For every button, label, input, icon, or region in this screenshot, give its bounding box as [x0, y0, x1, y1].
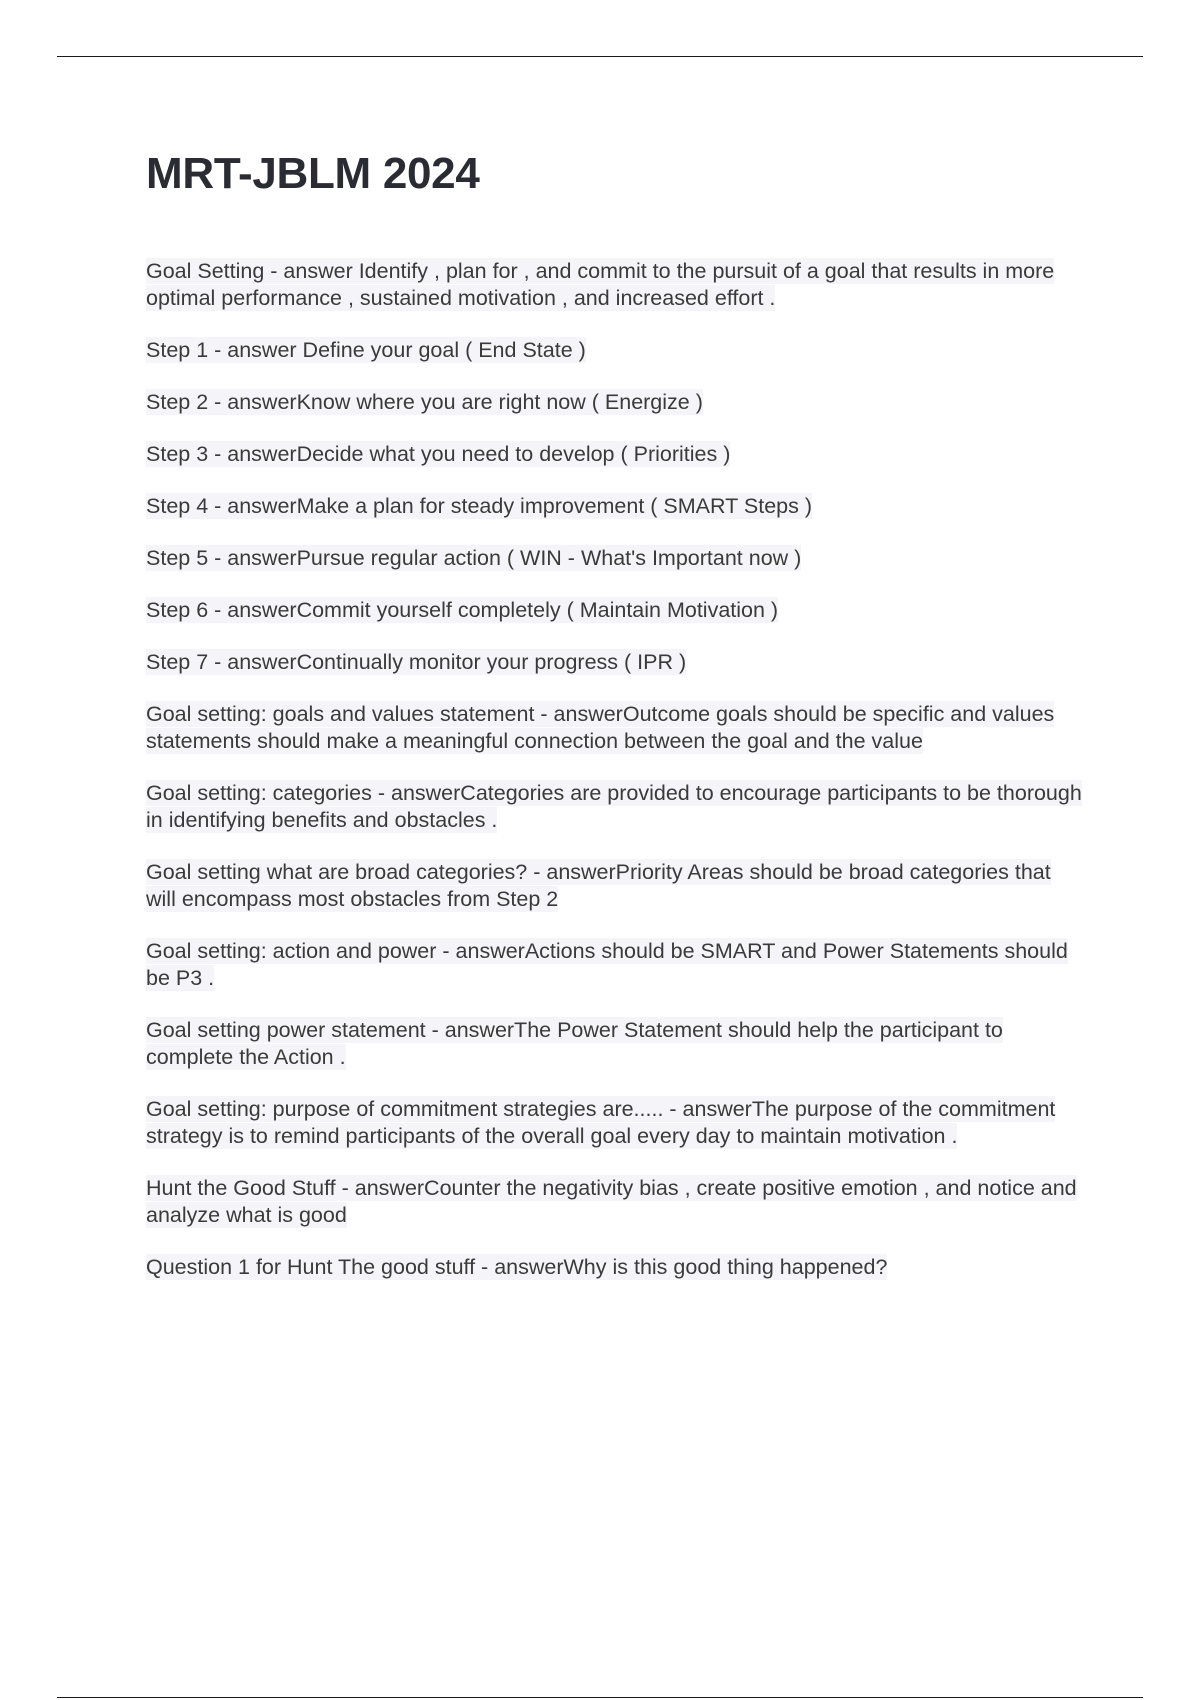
document-body — [146, 148, 1086, 1306]
qa-item-action-power — [146, 938, 1086, 992]
qa-list — [146, 258, 1086, 1281]
qa-item-step-5 — [146, 545, 1086, 572]
qa-item-step-4 — [146, 493, 1086, 520]
qa-item-goal-setting — [146, 258, 1086, 312]
qa-item-commitment-strategies — [146, 1096, 1086, 1150]
qa-item-categories — [146, 780, 1086, 834]
document-title: MRT-JBLM 2024 — [146, 149, 480, 198]
qa-item-text: Question 1 for Hunt The good stuff - answerWhy is this good thing happened? — [146, 1255, 888, 1279]
qa-item-step-3 — [146, 441, 1086, 468]
qa-item-text: Step 3 - answerDecide what you need to develop ( Priorities ) — [146, 442, 731, 466]
bottom-rule — [57, 1697, 1143, 1698]
qa-item-step-2 — [146, 389, 1086, 416]
qa-item-text: Hunt the Good Stuff - answerCounter the negativity bias , create positive emotion , and notice and analyze what is good — [146, 1176, 1077, 1227]
qa-item-step-6 — [146, 597, 1086, 624]
qa-item-text: Goal setting: goals and values statement - answerOutcome goals should be specific and values statements should make a meaningful connection between the goal and the value — [146, 702, 1055, 753]
qa-item-broad-categories — [146, 859, 1086, 913]
qa-item-step-7 — [146, 649, 1086, 676]
qa-item-hunt-question-1 — [146, 1254, 1086, 1281]
qa-item-text: Goal Setting - answer Identify , plan for , and commit to the pursuit of a goal that results in more optimal performance , sustained motivation , and increased effort . — [146, 259, 1055, 310]
qa-item-text: Step 5 - answerPursue regular action ( WIN - What's Important now ) — [146, 546, 802, 570]
qa-item-text: Goal setting: action and power - answerActions should be SMART and Power Statements should be P3 . — [146, 939, 1068, 990]
qa-item-hunt-good-stuff — [146, 1175, 1086, 1229]
qa-item-step-1 — [146, 337, 1086, 364]
qa-item-text: Goal setting: purpose of commitment strategies are..... - answerThe purpose of the commitment strategy is to remind participants of the overall goal every day to maintain motivation . — [146, 1097, 1056, 1148]
top-rule — [57, 56, 1143, 57]
qa-item-text: Step 7 - answerContinually monitor your progress ( IPR ) — [146, 650, 687, 674]
qa-item-goals-values — [146, 701, 1086, 755]
qa-item-text: Goal setting what are broad categories? - answerPriority Areas should be broad categories that will encompass most obstacles from Step 2 — [146, 860, 1051, 911]
qa-item-text: Goal setting power statement - answerThe Power Statement should help the participant to complete the Action . — [146, 1018, 1003, 1069]
qa-item-power-statement — [146, 1017, 1086, 1071]
qa-item-text: Step 6 - answerCommit yourself completely ( Maintain Motivation ) — [146, 598, 779, 622]
qa-item-text: Step 1 - answer Define your goal ( End State ) — [146, 338, 586, 362]
qa-item-text: Step 4 - answerMake a plan for steady improvement ( SMART Steps ) — [146, 494, 812, 518]
qa-item-text: Step 2 - answerKnow where you are right now ( Energize ) — [146, 390, 703, 414]
qa-item-text: Goal setting: categories - answerCategories are provided to encourage participants to be thorough in identifying benefits and obstacles . — [146, 781, 1082, 832]
